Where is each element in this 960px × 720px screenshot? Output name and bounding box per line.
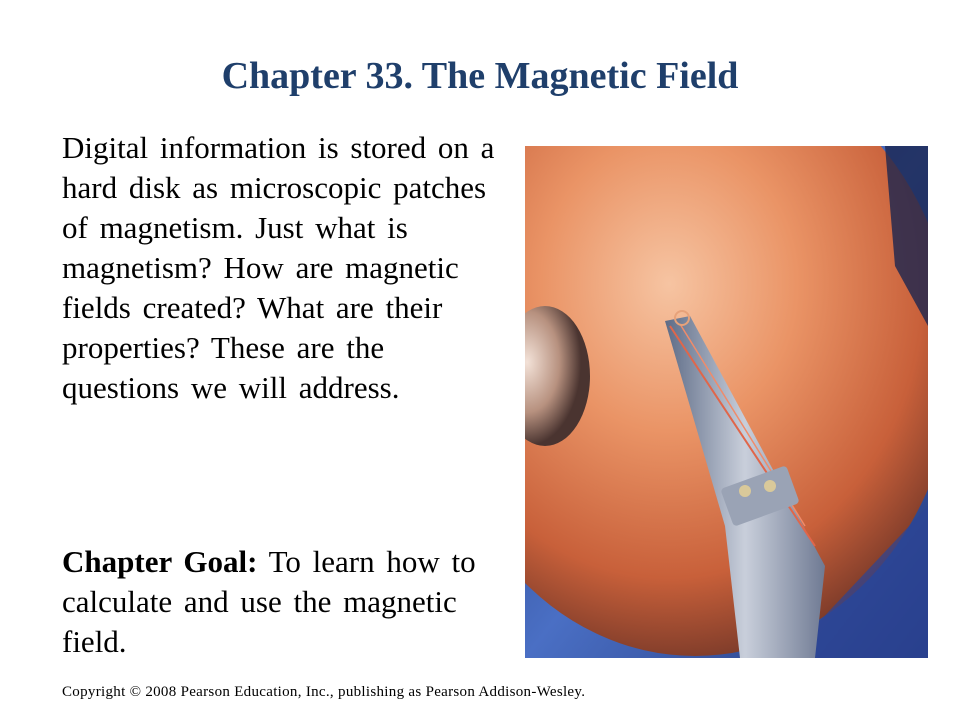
body-paragraph: Digital information is stored on a hard disk as microscopic patches of magnetism. Just what is magnetism? How are magnetic fields created? What are their properties? These are the questions we will address. (62, 130, 495, 405)
hard-disk-photo (525, 146, 928, 658)
chapter-goal-text: To learn how to calculate and use the magnetic field. (62, 544, 476, 659)
hard-disk-illustration (525, 146, 928, 658)
chapter-goal-label: Chapter Goal: (62, 544, 258, 579)
slide-title: Chapter 33. The Magnetic Field (221, 55, 739, 97)
chapter-goal (62, 542, 512, 662)
copyright-notice: Copyright © 2008 Pearson Education, Inc., publishing as Pearson Addison-Wesley. (62, 684, 586, 700)
